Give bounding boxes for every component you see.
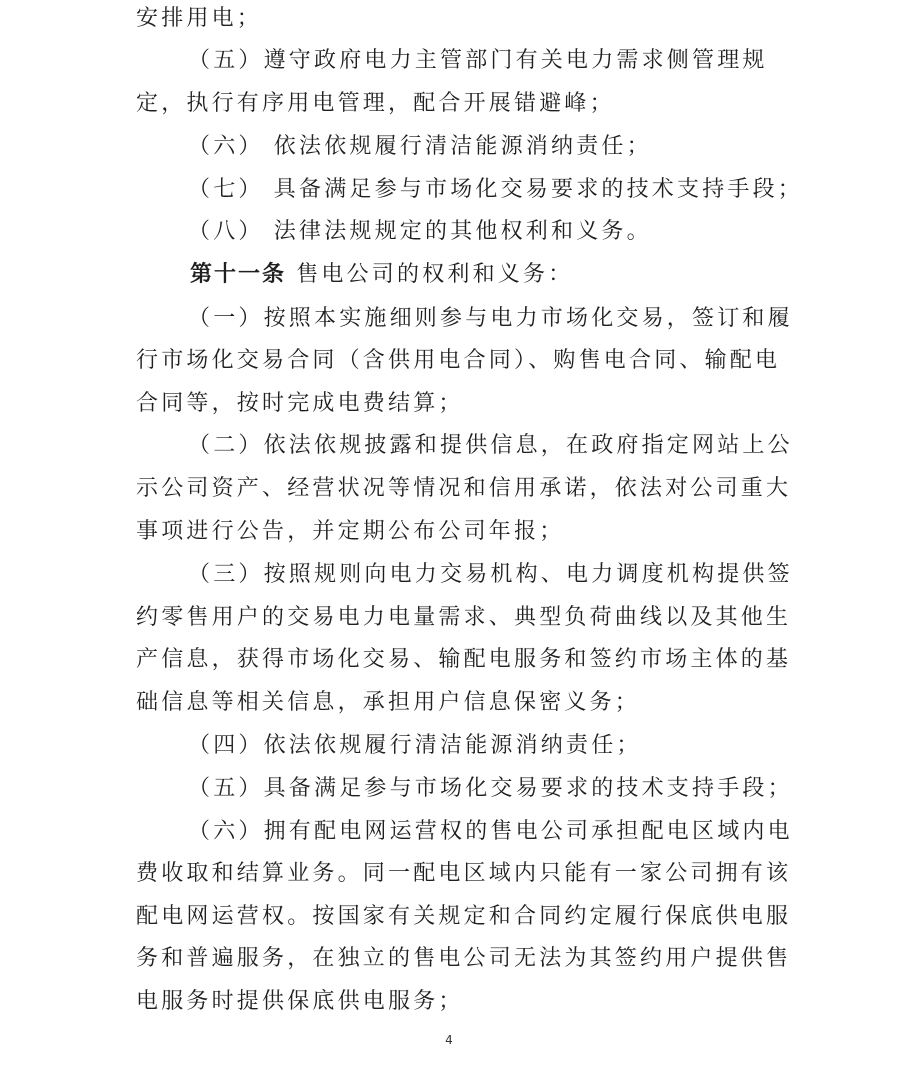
text-line: 费收取和结算业务。同一配电区域内只能有一家公司拥有该 — [136, 861, 792, 886]
text-line: 电服务时提供保底供电服务； — [136, 989, 464, 1014]
text-line: 合同等，按时完成电费结算； — [136, 391, 464, 416]
text-line: 行市场化交易合同（含供用电合同）、购售电合同、输配电 — [136, 348, 781, 373]
text-line: 务和普遍服务，在独立的售电公司无法为其签约用户提供售 — [136, 946, 792, 971]
text-line: 定，执行有序用电管理，配合开展错避峰； — [136, 91, 615, 116]
text-line: 产信息，获得市场化交易、输配电服务和签约市场主体的基 — [136, 647, 792, 672]
page-number: 4 — [445, 1033, 453, 1047]
text-line: （八） 法律法规规定的其他权利和义务。 — [188, 219, 652, 244]
text-line: （六） 依法依规履行清洁能源消纳责任； — [188, 134, 652, 159]
text-line: （七） 具备满足参与市场化交易要求的技术支持手段； — [188, 177, 803, 202]
text-line: 础信息等相关信息，承担用户信息保密义务； — [136, 690, 641, 715]
text-line: 示公司资产、经营状况等情况和信用承诺，依法对公司重大 — [136, 476, 792, 501]
article-heading: 第十一条 — [190, 262, 287, 287]
article-line: 第十一条 售电公司的权利和义务： — [190, 262, 574, 287]
text-line: （三）按照规则向电力交易机构、电力调度机构提供签 — [188, 562, 793, 587]
text-line: 事项进行公告，并定期公布公司年报； — [136, 519, 565, 544]
text-line: 配电网运营权。按国家有关规定和合同约定履行保底供电服 — [136, 904, 792, 929]
text-line: 安排用电； — [136, 6, 263, 31]
text-line: （一）按照本实施细则参与电力市场化交易，签订和履 — [188, 306, 793, 331]
text-line: （二）依法依规披露和提供信息，在政府指定网站上公 — [188, 433, 793, 458]
text-line: （四）依法依规履行清洁能源消纳责任； — [188, 733, 642, 758]
text-line: （六）拥有配电网运营权的售电公司承担配电区域内电 — [188, 819, 793, 844]
text-line: 约零售用户的交易电力电量需求、典型负荷曲线以及其他生 — [136, 605, 792, 630]
text-line: （五）具备满足参与市场化交易要求的技术支持手段； — [188, 776, 793, 801]
text-line: （五）遵守政府电力主管部门有关电力需求侧管理规 — [188, 48, 768, 73]
